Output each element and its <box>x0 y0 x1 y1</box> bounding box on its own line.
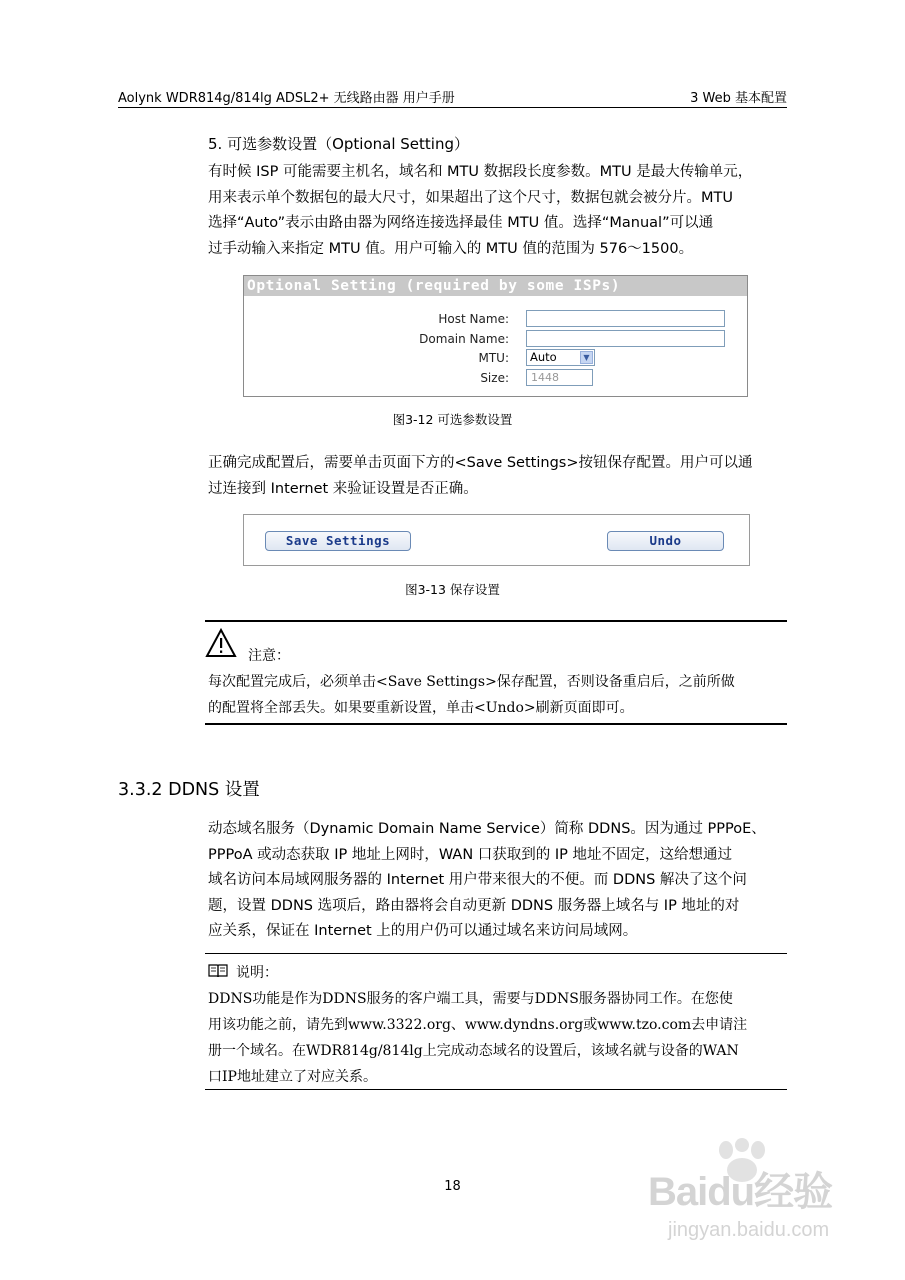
header-chapter: 3 Web 基本配置 <box>690 91 787 106</box>
text-line: 口IP地址建立了对应关系。 <box>208 1069 377 1085</box>
warning-icon <box>205 628 237 658</box>
page-number: 18 <box>444 1179 461 1194</box>
figure-caption: 图3-12 可选参数设置 <box>392 412 513 427</box>
size-label: Size: <box>480 371 509 385</box>
text-line: 应关系，保证在 Internet 上的用户仍可以通过域名来访问局域网。 <box>208 923 638 939</box>
text-line: 正确完成配置后，需要单击页面下方的<Save Settings>按钮保存配置。用户可以通 <box>208 455 753 471</box>
mtu-label: MTU: <box>478 351 509 365</box>
text-line: DDNS功能是作为DDNS服务的客户端工具，需要与DDNS服务器协同工作。在您使 <box>208 991 733 1007</box>
mtu-selected-value: Auto <box>530 350 557 364</box>
save-paragraph <box>208 451 786 502</box>
optional-setting-panel <box>243 275 748 397</box>
section5-paragraph <box>208 160 786 262</box>
figure-caption: 图3-13 保存设置 <box>405 582 500 597</box>
attention-title: 注意： <box>248 648 290 664</box>
text-line: 选择“Auto”表示由路由器为网络连接选择最佳 MTU 值。选择“Manual”可以通 <box>208 215 714 231</box>
mtu-select[interactable] <box>526 349 595 366</box>
explain-bottom-rule <box>205 1089 787 1090</box>
ddns-paragraph <box>208 817 786 945</box>
text-line: 题，设置 DDNS 选项后，路由器将会自动更新 DDNS 服务器上域名与 IP 地址的对 <box>208 897 740 914</box>
domain-name-label: Domain Name: <box>419 332 509 346</box>
text-line: 过连接到 Internet 来验证设置是否正确。 <box>208 480 478 497</box>
host-name-label: Host Name: <box>438 312 509 326</box>
text-line: 域名访问本局域网服务器的 Internet 用户带来很大的不便。而 DDNS 解决了这个问 <box>208 872 747 888</box>
attention-bottom-rule <box>205 723 787 725</box>
explain-text <box>208 986 786 1090</box>
book-icon <box>208 963 228 978</box>
text-line: 过手动输入来指定 MTU 值。用户可输入的 MTU 值的范围为 576～1500。 <box>208 240 694 257</box>
watermark-logo: Baidu经验 <box>648 1170 833 1214</box>
header-doc-title: Aolynk WDR814g/814lg ADSL2+ 无线路由器 用户手册 <box>118 91 455 106</box>
explain-title: 说明： <box>236 965 278 981</box>
size-input[interactable]: 1448 <box>526 369 593 386</box>
text-line: 动态域名服务（Dynamic Domain Name Service）简称 DDNS。因为通过 PPPoE、 <box>208 821 766 837</box>
panel-heading: Optional Setting (required by some ISPs) <box>244 276 747 296</box>
text-line: 用该功能之前，请先到www.3322.org、www.dyndns.org或www.tzo.com去申请注 <box>208 1017 748 1033</box>
section-title: 5. 可选参数设置（Optional Setting） <box>208 135 469 153</box>
section-heading: 3.3.2 DDNS 设置 <box>118 780 260 800</box>
save-settings-button[interactable]: Save Settings <box>265 531 411 551</box>
domain-name-input[interactable] <box>526 330 725 347</box>
buttons-panel <box>243 514 750 566</box>
host-name-input[interactable] <box>526 310 725 327</box>
text-line: 每次配置完成后，必须单击<Save Settings>保存配置，否则设备重启后，之前所做 <box>208 674 735 690</box>
watermark-url: jingyan.baidu.com <box>668 1219 830 1241</box>
text-line: 用来表示单个数据包的最大尺寸，如果超出了这个尺寸，数据包就会被分片。MTU <box>208 189 733 206</box>
attention-top-rule <box>205 620 787 622</box>
text-line: 册一个域名。在WDR814g/814lg上完成动态域名的设置后，该域名就与设备的WAN <box>208 1043 739 1059</box>
explain-top-rule <box>205 953 787 954</box>
text-line: 有时候 ISP 可能需要主机名，域名和 MTU 数据段长度参数。MTU 是最大传输单元， <box>208 164 753 180</box>
header-rule <box>118 107 787 108</box>
text-line: PPPoA 或动态获取 IP 地址上网时，WAN 口获取到的 IP 地址不固定，这给想通过 <box>208 846 733 863</box>
undo-button[interactable]: Undo <box>607 531 724 551</box>
attention-text <box>208 669 786 721</box>
text-line: 的配置将全部丢失。如果要重新设置，单击<Undo>刷新页面即可。 <box>208 700 634 716</box>
chevron-down-icon[interactable]: ▼ <box>580 351 593 364</box>
